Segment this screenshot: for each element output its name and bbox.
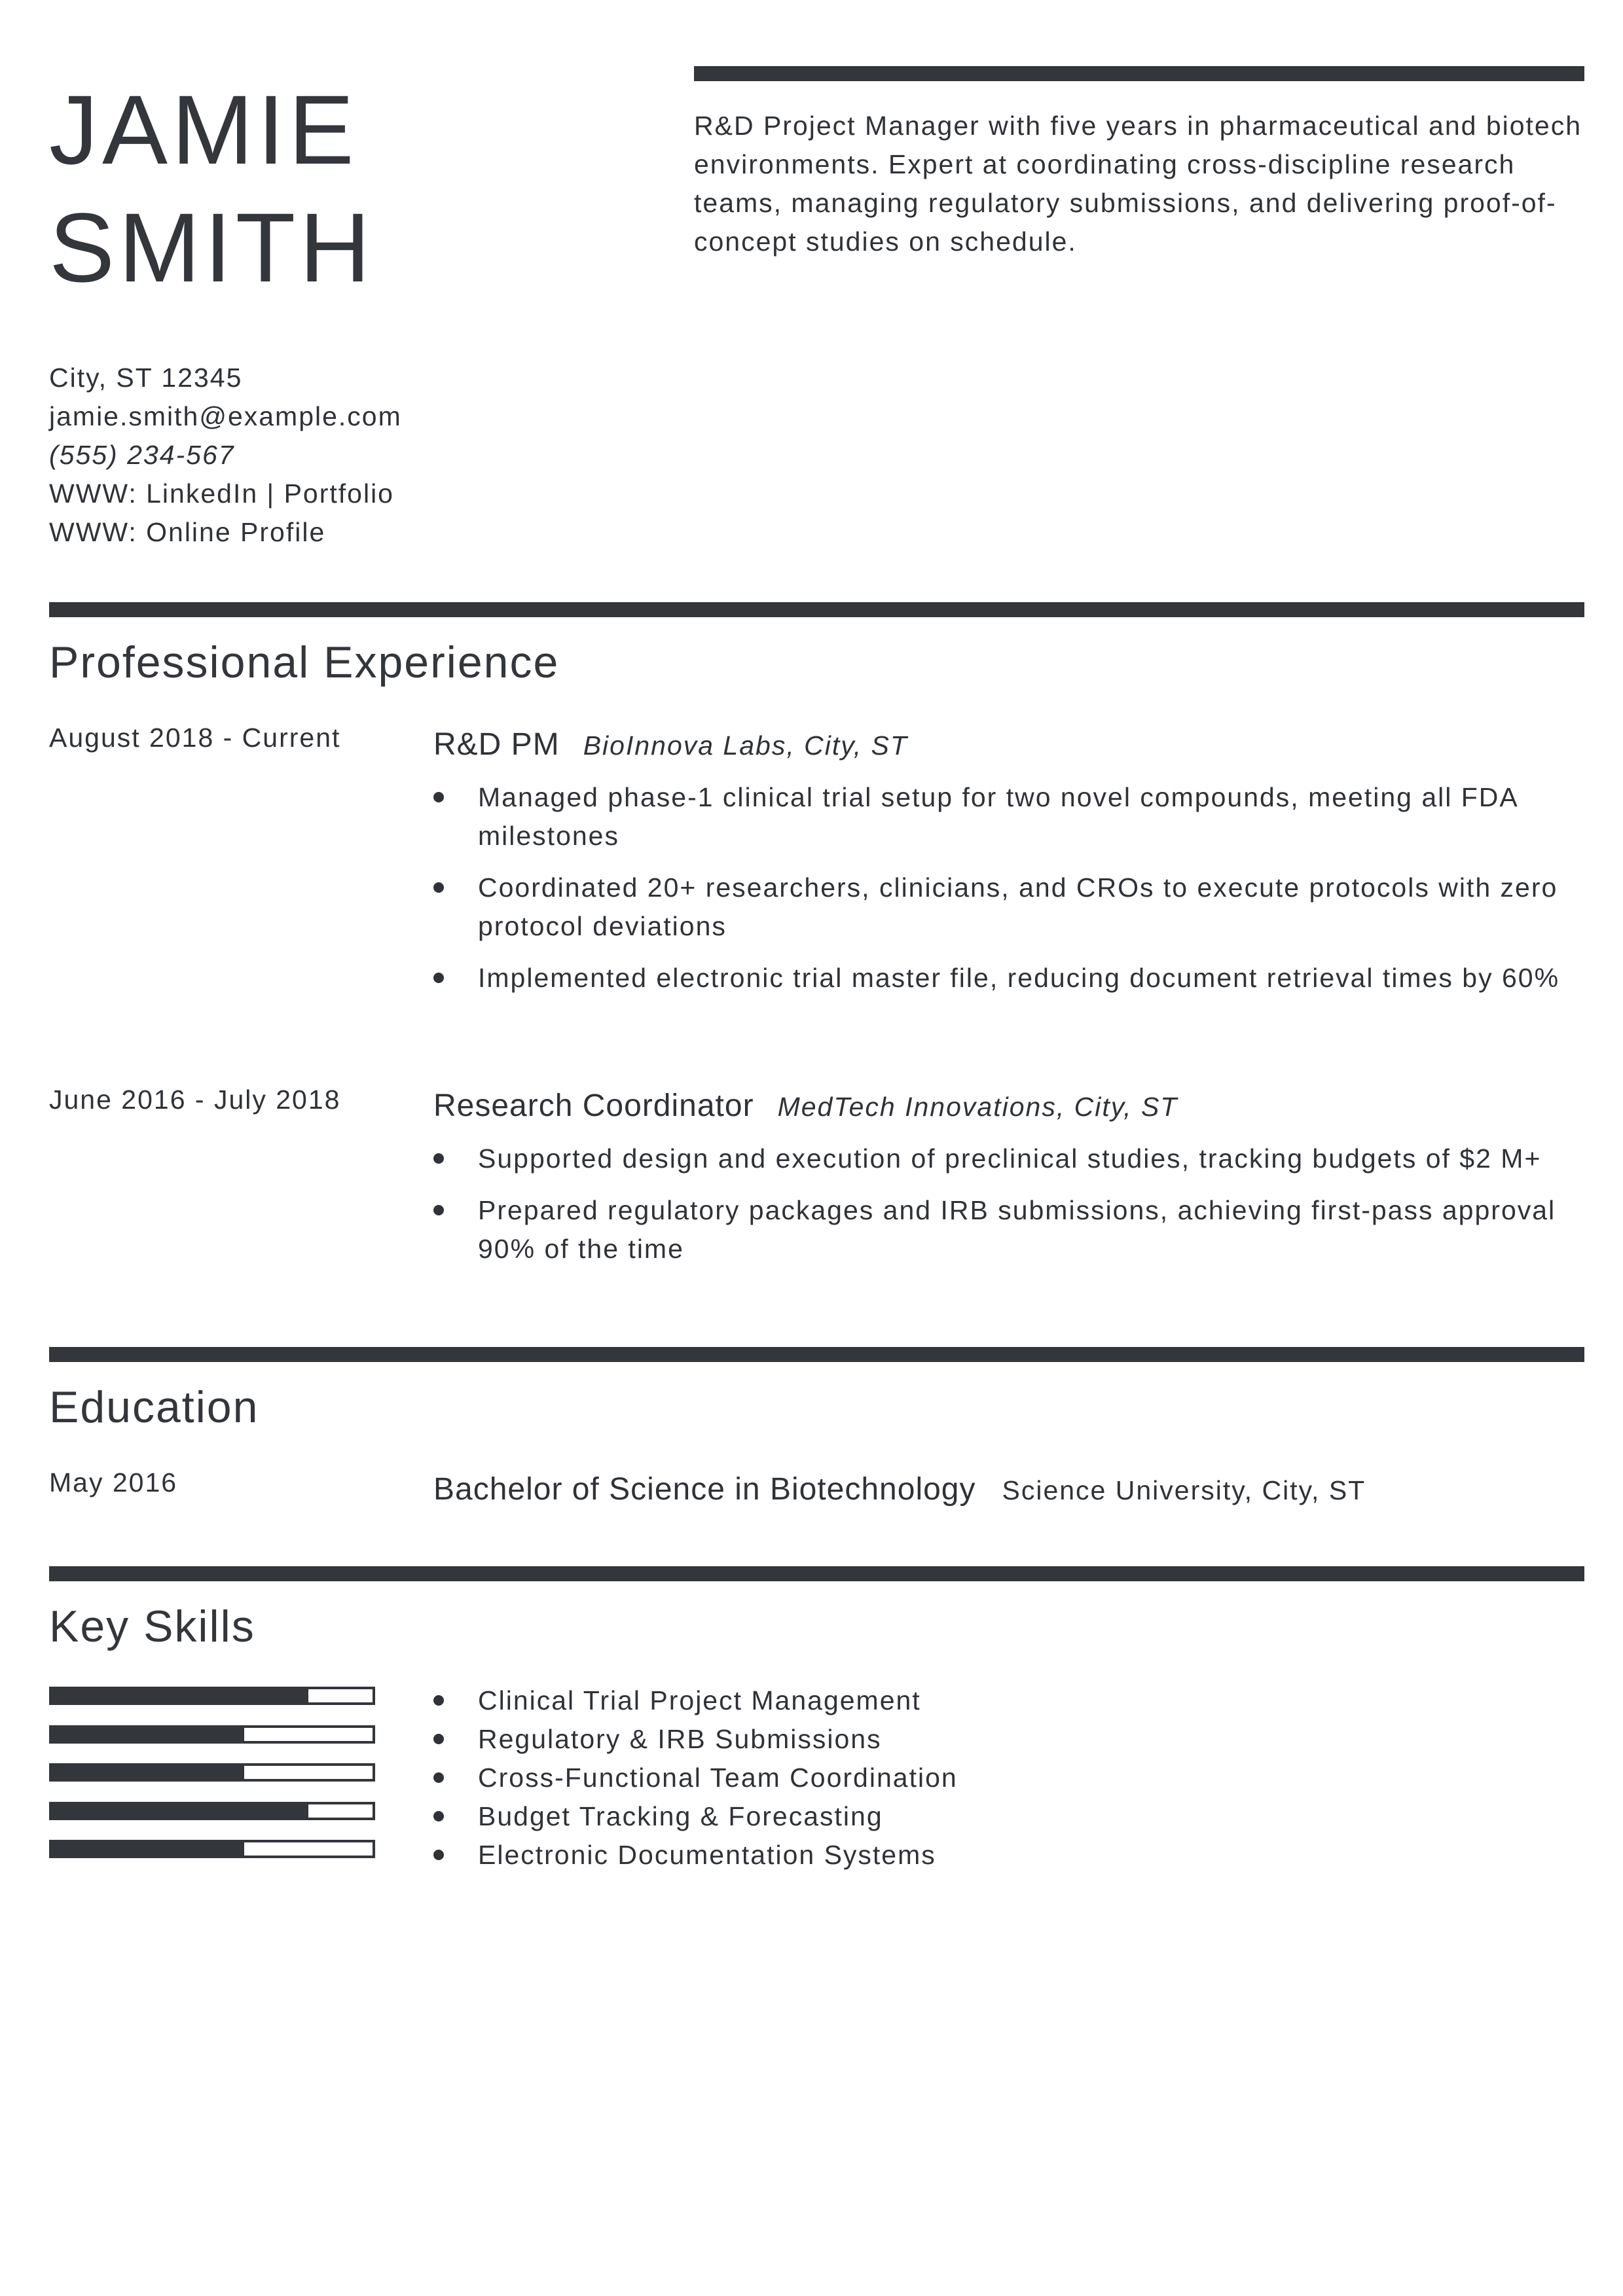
bullet-icon [433,1772,444,1783]
skill-level-fill [52,1842,244,1856]
job-2-title: Research Coordinator [433,1088,754,1123]
list-item: Supported design and execution of preclinical studies, tracking budgets of $2 M+ [433,1139,1584,1178]
experience-heading: Professional Experience [49,637,560,687]
education-rule [49,1347,1584,1362]
bullet-icon [433,973,444,983]
bullet-icon [433,1850,444,1860]
name-block [49,71,374,306]
list-item: Cross-Functional Team Coordination [433,1759,1546,1797]
skill-level-fill [52,1728,244,1741]
education-degree: Bachelor of Science in Biotechnology [433,1472,976,1507]
bullet-icon [433,882,444,893]
skill-level-bar [49,1725,375,1744]
list-item: Prepared regulatory packages and IRB submissions, achieving first-pass approval 90% of the time [433,1191,1584,1268]
education-heading: Education [49,1382,259,1432]
job-2 [433,1086,1584,1282]
skill-level-fill [52,1804,308,1818]
last-name: SMITH [49,192,374,302]
bullet-icon [433,1153,444,1164]
job-1-header [433,725,1584,765]
contact-web-links[interactable]: WWW: LinkedIn | Portfolio [49,478,394,509]
first-name: JAMIE [49,75,358,185]
contact-block [49,359,402,552]
job-2-header [433,1086,1584,1126]
bullet-icon [433,1734,444,1744]
bullet-icon [433,1695,444,1706]
list-item: Electronic Documentation Systems [433,1836,1546,1874]
skill-level-fill [52,1689,308,1702]
job-2-company: MedTech Innovations, City, ST [777,1092,1178,1122]
skills-list [433,1681,1546,1874]
job-2-dates: June 2016 - July 2018 [49,1085,341,1115]
education-school: Science University, City, ST [1002,1475,1366,1505]
profile-summary: R&D Project Manager with five years in pharmaceutical and biotech environments. Expert at coordinating cross-discipline research teams, managing regulatory submissions, and delivering proof-of-concept studies on schedule. [694,111,1582,257]
bullet-icon [433,792,444,802]
skills-rule [49,1566,1584,1581]
contact-online-profile[interactable]: WWW: Online Profile [49,517,326,547]
experience-rule [49,602,1584,617]
contact-email[interactable]: jamie.smith@example.com [49,401,402,431]
list-item: Budget Tracking & Forecasting [433,1797,1546,1836]
education-entry [433,1470,1366,1510]
skills-heading: Key Skills [49,1602,255,1651]
education-date: May 2016 [49,1467,178,1498]
job-2-bullets [433,1139,1584,1268]
skill-level-bar [49,1840,375,1858]
list-item: Managed phase-1 clinical trial setup for two novel compounds, meeting all FDA milestones [433,778,1584,855]
contact-phone[interactable]: (555) 234-567 [49,440,235,470]
header-rule [694,66,1584,81]
list-item: Clinical Trial Project Management [433,1681,1546,1720]
skill-level-bar [49,1687,375,1705]
skill-level-bar [49,1763,375,1782]
job-1-dates: August 2018 - Current [49,723,341,753]
skill-level-fill [52,1766,244,1779]
job-1-title: R&D PM [433,727,560,762]
skill-level-bar [49,1802,375,1820]
bullet-icon [433,1811,444,1821]
job-1-company: BioInnova Labs, City, ST [583,730,908,761]
contact-address: City, ST 12345 [49,363,243,393]
list-item: Implemented electronic trial master file, reducing document retrieval times by 60% [433,959,1584,997]
bullet-icon [433,1205,444,1215]
job-1 [433,725,1584,1011]
list-item: Coordinated 20+ researchers, clinicians, and CROs to execute protocols with zero protocol deviations [433,869,1584,946]
list-item: Regulatory & IRB Submissions [433,1720,1546,1759]
job-1-bullets [433,778,1584,997]
